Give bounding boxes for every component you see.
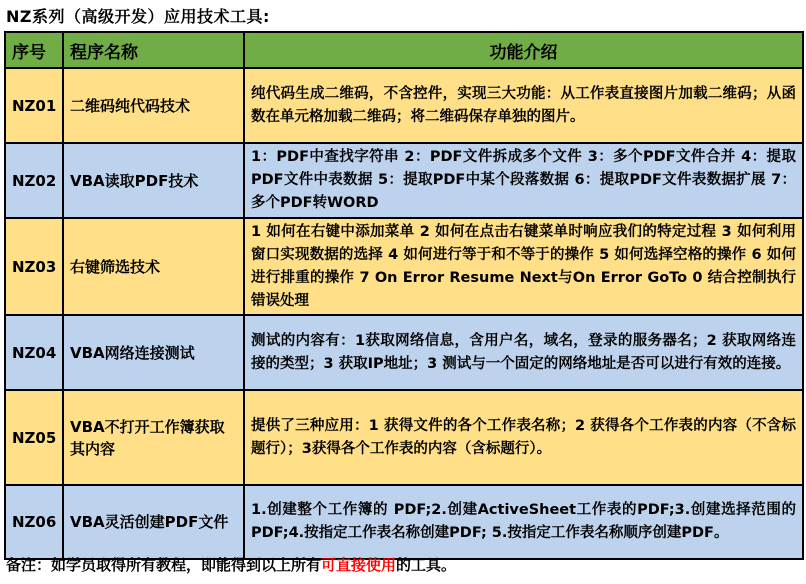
row-code: NZ06 (5, 485, 63, 559)
table-row (5, 390, 803, 485)
row-desc: 1：PDF中查找字符串 2：PDF文件拆成多个文件 3：多个PDF文件合并 4：提取PDF文件中表数据 5：提取PDF中某个段落数据 6：提取PDF文件表数据扩展 7：多个PDF转WORD (244, 143, 803, 218)
footnote (6, 554, 456, 575)
row-desc: 1 如何在右键中添加菜单 2 如何在点击右键菜单时响应我们的特定过程 3 如何利用窗口实现数据的选择 4 如何进行等于和不等于的操作 5 如何选择空格的操作 6 如何进行排重的操作 7 On Error Resume Next与On Error GoTo 0 结合控制执行错误处理 (244, 218, 803, 315)
row-name: 二维码纯代码技术 (63, 68, 244, 143)
table-header-row (5, 32, 803, 68)
table-row (5, 143, 803, 218)
tools-table (4, 31, 804, 560)
row-name: VBA不打开工作簿获取其内容 (63, 390, 244, 485)
header-code: 序号 (5, 32, 63, 68)
table-row (5, 485, 803, 559)
footnote-highlight: 可直接使用 (321, 556, 397, 574)
row-code: NZ02 (5, 143, 63, 218)
row-desc: 1.创建整个工作簿的 PDF;2.创建ActiveSheet工作表的PDF;3.创建选择范围的PDF;4.按指定工作表名称创建PDF; 5.按指定工作表名称顺序创建PDF。 (244, 485, 803, 559)
row-name: 右键筛选技术 (63, 218, 244, 315)
row-desc: 提供了三种应用：1 获得文件的各个工作表名称；2 获得各个工作表的内容（不含标题行）；3获得各个工作表的内容（含标题行）。 (244, 390, 803, 485)
row-name: VBA网络连接测试 (63, 315, 244, 390)
table-row (5, 315, 803, 390)
table-row (5, 68, 803, 143)
header-name: 程序名称 (63, 32, 244, 68)
row-name: VBA灵活创建PDF文件 (63, 485, 244, 559)
header-desc: 功能介绍 (244, 32, 803, 68)
footnote-prefix: 备注：如学员取得所有教程，即能得到以上所有 (6, 556, 322, 574)
row-code: NZ05 (5, 390, 63, 485)
table-row (5, 218, 803, 315)
row-code: NZ01 (5, 68, 63, 143)
page-title: NZ系列（高级开发）应用技术工具: (6, 7, 270, 26)
row-desc: 纯代码生成二维码，不含控件，实现三大功能：从工作表直接图片加载二维码；从函数在单元格加载二维码；将二维码保存单独的图片。 (244, 68, 803, 143)
row-desc: 测试的内容有：1获取网络信息，含用户名，域名，登录的服务器名；2 获取网络连接的类型；3 获取IP地址；3 测试与一个固定的网络地址是否可以进行有效的连接。 (244, 315, 803, 390)
row-code: NZ04 (5, 315, 63, 390)
footnote-suffix: 的工具。 (396, 556, 457, 574)
row-code: NZ03 (5, 218, 63, 315)
row-name: VBA读取PDF技术 (63, 143, 244, 218)
